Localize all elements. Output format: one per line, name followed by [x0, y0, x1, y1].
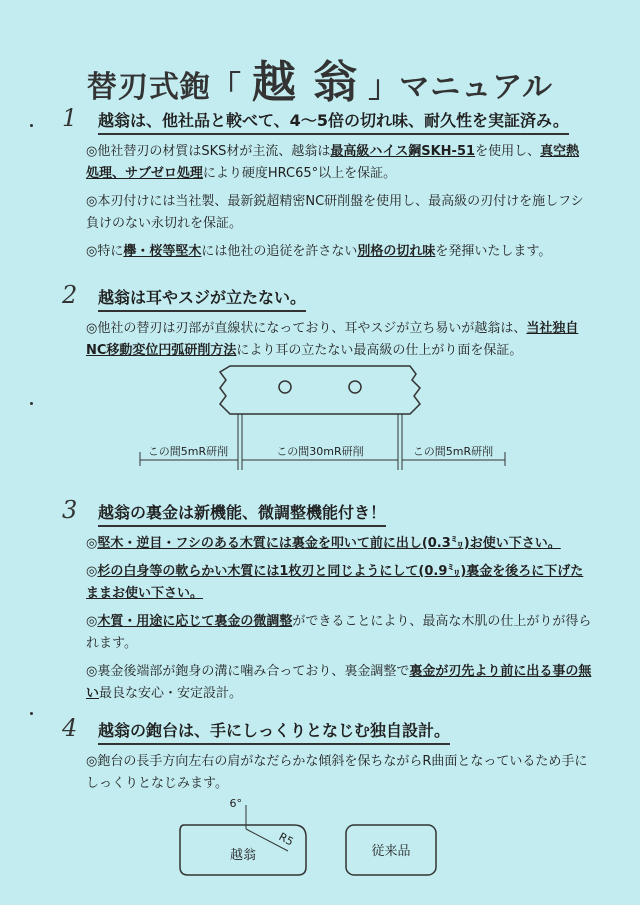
koshio-label: 越翁 [229, 848, 257, 863]
angle-label: 6° [229, 797, 242, 810]
punch-mark [30, 402, 33, 405]
section-number: 1 [62, 104, 78, 132]
section-item: ◎鉋台の長手方向左右の肩がなだらかな傾斜を保ちながらR曲面となっているため手にしっくりとなじみます。 [86, 754, 588, 791]
section-item: ◎特に欅・桜等堅木には他社の追従を許さない別格の切れ味を発揮いたします。 [86, 244, 552, 259]
title-prefix: 替刃式鉋「 [86, 70, 242, 105]
section-number: 3 [62, 496, 78, 524]
section-number: 4 [62, 714, 78, 742]
blade-outline [220, 366, 420, 414]
section-4 [62, 714, 592, 795]
section-heading: 越翁の裏金は新機能、微調整機能付き！ [98, 500, 386, 527]
dimension-label-right: この間5mR研削 [412, 445, 494, 458]
title-suffix: 」マニュアル [368, 70, 554, 105]
section-item: ◎堅木・逆目・フシのある木質には裏金を叩いて前に出し(0.3㍉)お使い下さい。 [86, 536, 561, 551]
conventional-label: 従来品 [371, 844, 411, 859]
section-item: ◎他社替刃の材質はSKS材が主流、越翁は最高級ハイス鋼SKH-51を使用し、真空熱処理、サブゼロ処理により硬度HRC65°以上を保証。 [86, 144, 580, 181]
plane-body-diagram [170, 795, 450, 885]
section-heading: 越翁は、他社品と較べて、4～5倍の切れ味、耐久性を実証済み。 [98, 108, 569, 135]
section-number: 2 [62, 281, 78, 309]
section-item: ◎裏金後端部が鉋身の溝に噛み合っており、裏金調整で裏金が刃先より前に出る事の無い最良な安心・安定設計。 [86, 664, 592, 701]
section-item: ◎杉の白身等の軟らかい木質には1枚刃と同じようにして(0.9㍉)裏金を後ろに下げたままお使い下さい。 [86, 564, 584, 601]
blade-profile-diagram [120, 362, 520, 472]
section-item: ◎他社の替刃は刃部が直線状になっており、耳やスジが立ち易いが越翁は、当社独自NC移動変位円弧研削方法により耳の立たない最高級の仕上がり面を保証。 [86, 321, 579, 358]
section-item: ◎本刃付けには当社製、最新鋭超精密NC研削盤を使用し、最高級の刃付けを施しフシ負けのない永切れを保証。 [86, 194, 584, 231]
section-2 [62, 281, 592, 362]
dimension-label-center: この間30mR研削 [276, 445, 364, 458]
section-item: ◎木質・用途に応じて裏金の微調整ができることにより、最高な木肌の仕上がりが得られます。 [86, 614, 592, 651]
title-product-name: 越 翁 [251, 57, 359, 108]
section-heading: 越翁の鉋台は、手にしっくりとなじむ独自設計。 [98, 718, 450, 745]
section-heading: 越翁は耳やスジが立たない。 [98, 285, 306, 312]
radius-label: R5 [276, 830, 296, 849]
section-1 [62, 104, 592, 263]
punch-mark [30, 712, 33, 715]
blade-hole [279, 381, 291, 393]
punch-mark [30, 124, 33, 127]
dimension-label-left: この間5mR研削 [147, 445, 229, 458]
section-3 [62, 496, 592, 705]
page-title [0, 46, 640, 110]
blade-hole [349, 381, 361, 393]
